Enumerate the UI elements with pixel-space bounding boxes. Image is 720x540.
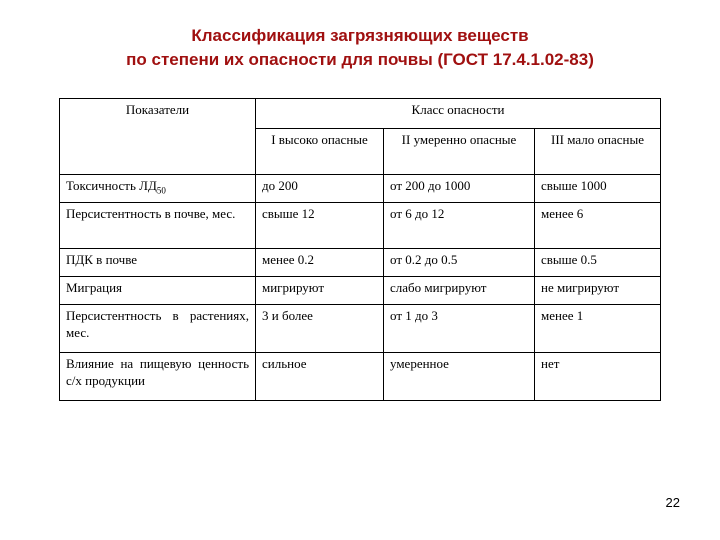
table-cell: слабо мигрируют [384, 276, 535, 304]
row-label: Миграция [60, 276, 256, 304]
table-cell: 3 и более [256, 304, 384, 352]
row-label-subscript: 50 [156, 185, 166, 196]
row-label: Персистентность в почве, мес. [60, 202, 256, 248]
table-cell: свыше 12 [256, 202, 384, 248]
table-cell: свыше 1000 [535, 175, 661, 203]
table-cell: нет [535, 352, 661, 400]
class-header-1: I высоко опасные [256, 129, 384, 175]
table-cell: от 1 до 3 [384, 304, 535, 352]
table-row [60, 175, 661, 203]
table-cell: до 200 [256, 175, 384, 203]
table-row [60, 352, 661, 400]
table-cell: не мигрируют [535, 276, 661, 304]
title-line-1: Классификация загрязняющих веществ [191, 26, 529, 45]
table-row [60, 304, 661, 352]
table-cell: от 200 до 1000 [384, 175, 535, 203]
table-cell: менее 1 [535, 304, 661, 352]
table-row [60, 248, 661, 276]
class-header-2: II умеренно опасные [384, 129, 535, 175]
row-label: ПДК в почве [60, 248, 256, 276]
slide-title [0, 24, 720, 72]
table-cell: мигрируют [256, 276, 384, 304]
row-label: Влияние на пищевую ценность с/х продукции [60, 352, 256, 400]
class-header-3: III мало опасные [535, 129, 661, 175]
header-indicators: Показатели [60, 99, 256, 175]
table-row [60, 202, 661, 248]
table-cell: сильное [256, 352, 384, 400]
hazard-class-table [59, 98, 661, 401]
table-cell: от 6 до 12 [384, 202, 535, 248]
page-number: 22 [665, 495, 680, 510]
table-row [60, 276, 661, 304]
row-label: Персистентность в растениях, мес. [60, 304, 256, 352]
table-cell: от 0.2 до 0.5 [384, 248, 535, 276]
row-label: Токсичность $ЛД_{50}$ [60, 175, 256, 203]
table-cell: умеренное [384, 352, 535, 400]
table-cell: свыше 0.5 [535, 248, 661, 276]
table-cell: менее 0.2 [256, 248, 384, 276]
table-cell: менее 6 [535, 202, 661, 248]
header-hazard-class: Класс опасности [256, 99, 661, 129]
title-line-2: по степени их опасности для почвы (ГОСТ 17.4.1.02-83) [126, 50, 594, 69]
